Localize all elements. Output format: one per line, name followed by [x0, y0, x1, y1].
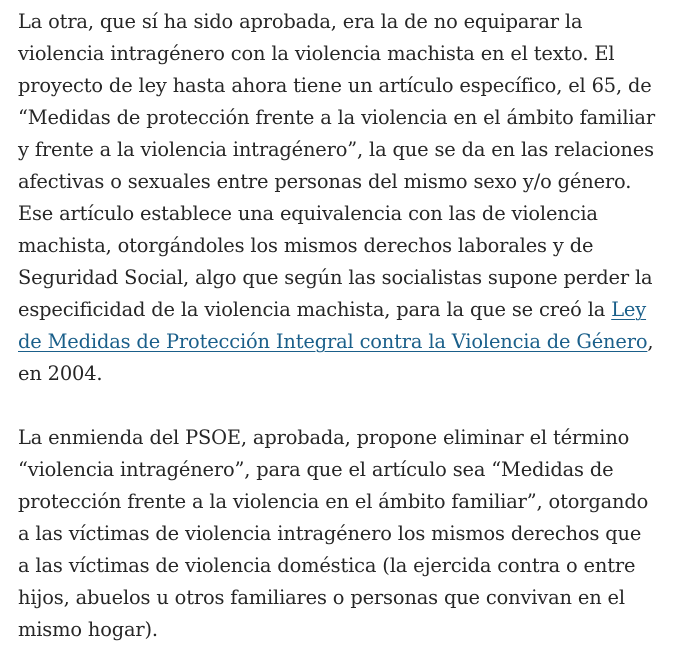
paragraph-2-line-4: a las víctimas de violencia intragénero los mismos derechos que [18, 522, 642, 545]
paragraph-1-line-11 [18, 326, 690, 358]
paragraph-1-line-6: afectivas o sexuales entre personas del mismo sexo y/o género. [18, 170, 632, 193]
paragraph-2-line-7: mismo hogar). [18, 618, 158, 641]
paragraph-2-line-1: La enmienda del PSOE, aprobada, propone eliminar el término [18, 426, 630, 449]
paragraph-2-line-5: a las víctimas de violencia doméstica (la ejercida contra o entre [18, 554, 636, 577]
paragraph-2-line-6: hijos, abuelos u otros familiares o personas que convivan en el [18, 586, 625, 609]
paragraph-1-line-10 [18, 294, 690, 326]
paragraph-1 [18, 6, 690, 390]
paragraph-1-line-9: Seguridad Social, algo que según las socialistas supone perder la [18, 266, 653, 289]
paragraph-2-line-3: protección frente a la violencia en el ámbito familiar”, otorgando [18, 490, 649, 513]
paragraph-1-line-7: Ese artículo establece una equivalencia con las de violencia [18, 202, 598, 225]
article-body [18, 6, 690, 646]
law-link-part-1[interactable]: Ley [611, 298, 647, 321]
paragraph-1-line-4: “Medidas de protección frente a la violencia en el ámbito familiar [18, 106, 655, 129]
paragraph-2 [18, 422, 690, 646]
paragraph-1-line-10-text: especificidad de la violencia machista, para la que se creó la [18, 298, 612, 321]
paragraph-1-line-11-comma: , [647, 330, 654, 353]
paragraph-2-line-2: “violencia intragénero”, para que el artículo sea “Medidas de [18, 458, 614, 481]
paragraph-1-line-1: La otra, que sí ha sido aprobada, era la de no equiparar la [18, 10, 583, 33]
paragraph-1-line-3: proyecto de ley hasta ahora tiene un artículo específico, el 65, de [18, 74, 652, 97]
paragraph-1-line-5: y frente a la violencia intragénero”, la que se da en las relaciones [18, 138, 654, 161]
law-link-part-2[interactable]: de Medidas de Protección Integral contra la Violencia de Género [18, 330, 648, 353]
paragraph-1-line-12: en 2004. [18, 362, 103, 385]
paragraph-1-line-8: machista, otorgándoles los mismos derechos laborales y de [18, 234, 594, 257]
paragraph-1-line-2: violencia intragénero con la violencia machista en el texto. El [18, 42, 615, 65]
